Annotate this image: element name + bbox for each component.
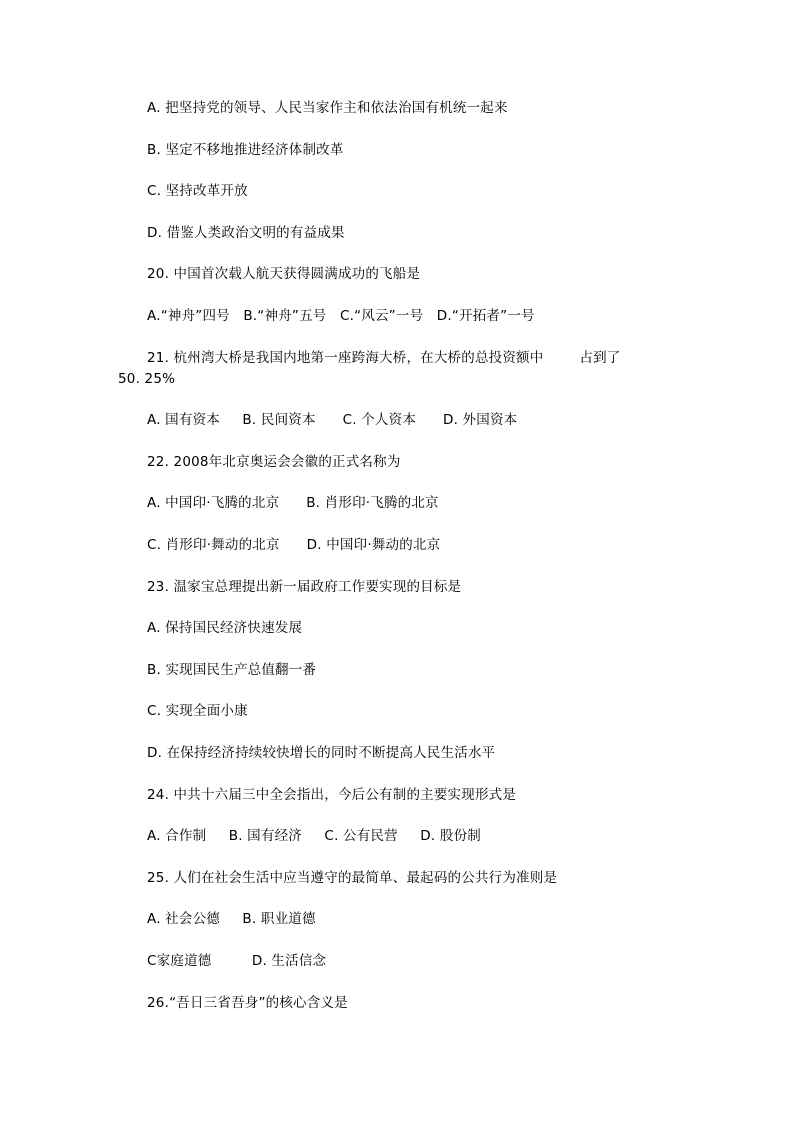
q20-options: A.“神舟”四号 B.“神舟”五号 C.“风云”一号 D.“开拓者”一号 xyxy=(147,308,535,324)
q19-option-a: A. 把坚持党的领导、人民当家作主和依法治国有机统一起来 xyxy=(147,100,508,116)
q22-options-ab: A. 中国印·飞腾的北京 B. 肖形印·飞腾的北京 xyxy=(147,495,439,511)
q23-question: 23. 温家宝总理提出新一届政府工作要实现的目标是 xyxy=(147,579,462,595)
q21-question-cont: 50. 25% xyxy=(118,371,176,387)
q21-question: 21. 杭州湾大桥是我国内地第一座跨海大桥，在大桥的总投资额中 占到了 xyxy=(147,350,621,366)
q19-option-b: B. 坚定不移地推进经济体制改革 xyxy=(147,142,344,158)
q19-option-d: D. 借鉴人类政治文明的有益成果 xyxy=(147,225,345,241)
q25-question: 25. 人们在社会生活中应当遵守的最简单、最起码的公共行为准则是 xyxy=(147,870,558,886)
q25-options-cd: C家庭道德 D. 生活信念 xyxy=(147,953,327,969)
q19-option-c: C. 坚持改革开放 xyxy=(147,183,248,199)
q22-options-cd: C. 肖形印·舞动的北京 D. 中国印·舞动的北京 xyxy=(147,537,441,553)
q21-options: A. 国有资本 B. 民间资本 C. 个人资本 D. 外国资本 xyxy=(147,412,518,428)
q24-options: A. 合作制 B. 国有经济 C. 公有民营 D. 股份制 xyxy=(147,828,481,844)
q24-question: 24. 中共十六届三中全会指出，今后公有制的主要实现形式是 xyxy=(147,787,517,803)
q23-option-d: D. 在保持经济持续较快增长的同时不断提高人民生活水平 xyxy=(147,745,496,761)
q23-option-c: C. 实现全面小康 xyxy=(147,703,248,719)
q25-options-ab: A. 社会公德 B. 职业道德 xyxy=(147,911,316,927)
q20-question: 20. 中国首次载人航天获得圆满成功的飞船是 xyxy=(147,266,421,282)
q23-option-a: A. 保持国民经济快速发展 xyxy=(147,620,303,636)
q22-question: 22. 2008年北京奥运会会徽的正式名称为 xyxy=(147,454,401,470)
q26-question: 26.“吾日三省吾身”的核心含义是 xyxy=(147,995,348,1011)
q23-option-b: B. 实现国民生产总值翻一番 xyxy=(147,662,317,678)
